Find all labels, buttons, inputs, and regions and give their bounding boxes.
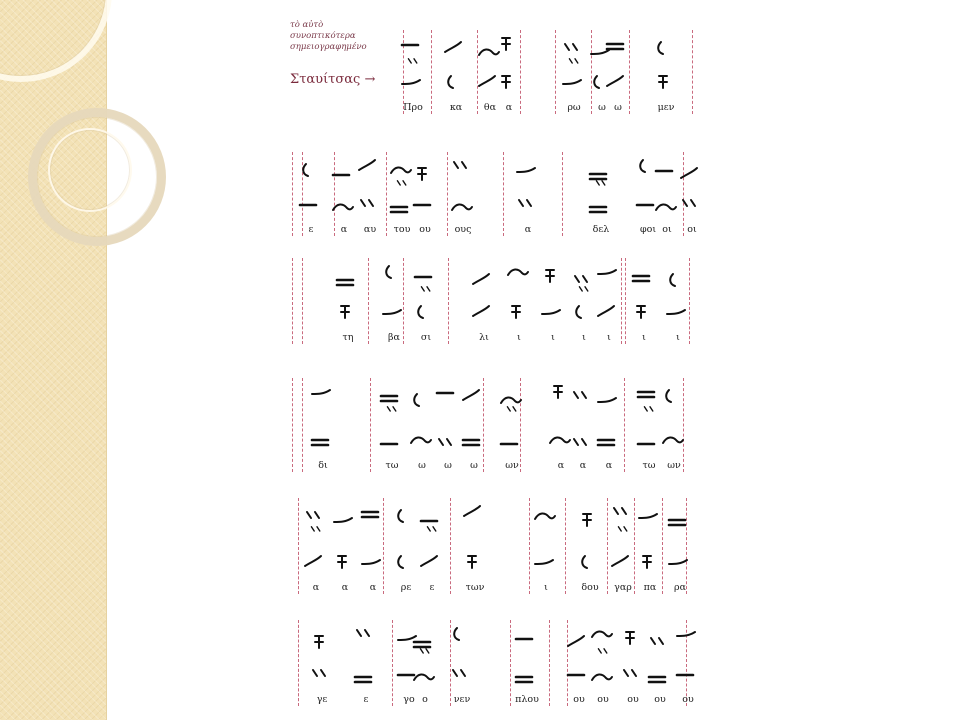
bar-divider (555, 30, 556, 114)
neume-dbl-icon (312, 432, 334, 450)
lyric-syllable: ο (422, 694, 428, 705)
neume-apostr-icon (655, 40, 677, 58)
neume-oligon-icon (334, 512, 356, 530)
bar-divider (503, 152, 504, 236)
neume-dbl-icon (391, 199, 413, 217)
bar-divider (431, 30, 432, 114)
score-system (278, 378, 708, 478)
bar-divider (621, 258, 622, 344)
neume-kentima-icon (452, 158, 474, 176)
lyric-syllable: α (341, 582, 349, 593)
lyric-syllable: ι (517, 332, 521, 343)
neume-kentima-icon (572, 435, 594, 453)
bar-divider (567, 620, 568, 706)
neume-oligon-icon (542, 304, 564, 322)
neume-oligon-icon (667, 304, 689, 322)
neume-oligon-icon (362, 554, 384, 572)
bar-divider (565, 498, 566, 594)
neume-kentima-icon (568, 56, 583, 69)
bar-divider (662, 498, 663, 594)
neume-oligon-icon (598, 392, 620, 410)
neume-dbl-icon (355, 669, 377, 687)
lyric-syllable: ω (444, 460, 452, 471)
bar-divider (689, 258, 690, 344)
lyric-syllable: ω (418, 460, 426, 471)
lyric-syllable: α (524, 224, 532, 235)
lyric-syllable: ε (308, 224, 314, 235)
neume-petasti-icon (592, 626, 614, 644)
neume-apostr-icon (300, 162, 322, 180)
lyric-syllable: Προ (403, 102, 423, 113)
neume-ison-icon (381, 435, 403, 453)
neume-fthora-icon (508, 304, 530, 322)
bar-divider (292, 378, 293, 472)
score-system (278, 258, 708, 350)
lyric-syllable: ου (419, 224, 431, 235)
neume-dbl-icon (362, 504, 384, 522)
bar-divider (298, 498, 299, 594)
neume-apostr-icon (663, 388, 685, 406)
lyric-syllable: α (369, 582, 377, 593)
lyric-syllable: γαρ (614, 582, 632, 593)
neume-fthora-icon (622, 630, 644, 648)
lyric-syllable: ω (598, 102, 606, 113)
neume-klasma-icon (463, 388, 485, 406)
bar-divider (448, 258, 449, 344)
neume-kentima-icon (506, 404, 521, 417)
neume-kentima-icon (355, 626, 377, 644)
neume-petasti-icon (656, 199, 678, 217)
neume-kentima-icon (578, 284, 593, 297)
neume-kentima-icon (437, 435, 459, 453)
neume-fthora-icon (655, 74, 677, 92)
neume-petasti-icon (592, 669, 614, 687)
neume-kentima-icon (426, 524, 441, 537)
lyric-syllable: πλου (515, 694, 539, 705)
neume-fthora-icon (542, 268, 564, 286)
neume-kentima-icon (681, 196, 703, 214)
neume-klasma-icon (598, 304, 620, 322)
neume-kentima-icon (612, 504, 634, 522)
neume-petasti-icon (414, 669, 436, 687)
lyric-syllable: ι (642, 332, 646, 343)
neume-apostr-icon (395, 508, 417, 526)
neume-kentima-icon (386, 404, 401, 417)
lyric-syllable: νεν (453, 694, 471, 705)
bar-divider (529, 498, 530, 594)
neume-apostr-icon (573, 304, 595, 322)
lyric-syllable: ου (682, 694, 694, 705)
neume-kentima-icon (597, 646, 612, 659)
lyric-syllable: ε (363, 694, 369, 705)
neume-ison-icon (333, 166, 355, 184)
lyric-syllable: α (579, 460, 587, 471)
lyric-syllable: ι (551, 332, 555, 343)
lyric-syllable: ου (627, 694, 639, 705)
neume-klasma-icon (305, 554, 327, 572)
lyric-syllable: δου (581, 582, 599, 593)
lyric-syllable: γο (403, 694, 415, 705)
bar-divider (368, 258, 369, 344)
bar-divider (629, 30, 630, 114)
lyric-syllable: τω (385, 460, 399, 471)
arrow-icon: → (364, 72, 376, 87)
neume-apostr-icon (451, 626, 473, 644)
lyric-syllable: σι (420, 332, 432, 343)
lyric-syllable: ρα (673, 582, 687, 593)
neume-petasti-icon (508, 264, 530, 282)
decorative-ring (0, 0, 112, 82)
lyric-syllable: κα (449, 102, 463, 113)
neume-petasti-icon (333, 199, 355, 217)
neume-dbl-icon (463, 432, 485, 450)
neume-kentima-icon (396, 178, 411, 191)
neume-klasma-icon (464, 504, 486, 522)
bar-divider (562, 152, 563, 236)
neume-oligon-icon (669, 554, 691, 572)
lyric-syllable: αυ (363, 224, 377, 235)
neume-klasma-icon (445, 40, 467, 58)
neume-apostr-icon (445, 74, 467, 92)
bar-divider (591, 30, 592, 114)
neume-petasti-icon (550, 432, 572, 450)
caption-line: τὸ αὐτὸ (290, 20, 324, 30)
neume-fthora-icon (498, 74, 520, 92)
bar-divider (386, 152, 387, 236)
neume-ison-icon (677, 666, 699, 684)
lyric-syllable: ε (429, 582, 435, 593)
neume-apostr-icon (667, 272, 689, 290)
bar-divider (634, 498, 635, 594)
lyric-syllable: τη (342, 332, 354, 343)
neume-dbl-icon (633, 268, 655, 286)
neume-fthora-icon (337, 304, 359, 322)
neume-fthora-icon (633, 304, 655, 322)
neume-fthora-icon (311, 634, 333, 652)
lyric-syllable: ρε (400, 582, 412, 593)
bar-divider (607, 498, 608, 594)
neume-oligon-icon (383, 304, 405, 322)
neume-klasma-icon (473, 272, 495, 290)
neume-fthora-icon (639, 554, 661, 572)
caption-line: συνοπτικότερα (290, 31, 356, 41)
lyric-syllable: του (393, 224, 411, 235)
neume-kentima-icon (572, 388, 594, 406)
neume-oligon-icon (312, 384, 334, 402)
neume-klasma-icon (473, 304, 495, 322)
bar-divider (510, 620, 511, 706)
neume-klasma-icon (359, 158, 381, 176)
neume-apostr-icon (383, 264, 405, 282)
neume-petasti-icon (535, 508, 557, 526)
bar-divider (549, 620, 550, 706)
bar-divider (292, 258, 293, 344)
neume-dbl-icon (638, 384, 660, 402)
neume-kentima-icon (310, 524, 325, 537)
neume-petasti-icon (452, 199, 474, 217)
neume-oligon-icon (677, 626, 699, 644)
neume-ison-icon (516, 630, 538, 648)
neume-oligon-icon (563, 74, 585, 92)
score-system (278, 152, 708, 242)
lyric-syllable: πα (643, 582, 657, 593)
neume-oligon-icon (402, 74, 424, 92)
lyric-syllable: α (557, 460, 565, 471)
bar-divider (683, 152, 684, 236)
neume-kentima-icon (595, 178, 610, 191)
lyric-syllable: ω (470, 460, 478, 471)
neume-ison-icon (437, 384, 459, 402)
neume-klasma-icon (607, 74, 629, 92)
score-system (278, 620, 708, 712)
bar-divider (292, 152, 293, 236)
neume-oligon-icon (535, 554, 557, 572)
bar-divider (450, 498, 451, 594)
bar-divider (624, 378, 625, 472)
neume-dbl-icon (669, 512, 691, 530)
lyric-syllable: γε (316, 694, 328, 705)
neume-apostr-icon (395, 554, 417, 572)
bar-divider (447, 152, 448, 236)
neume-dbl-icon (590, 199, 612, 217)
bar-divider (520, 30, 521, 114)
lyric-syllable: δελ (592, 224, 610, 235)
bar-divider (692, 30, 693, 114)
neume-kentima-icon (643, 404, 658, 417)
bar-divider (302, 378, 303, 472)
decorative-side-panel (0, 0, 107, 720)
neume-fthora-icon (498, 36, 520, 54)
neume-dbl-icon (337, 272, 359, 290)
lyric-syllable: φοι (639, 224, 657, 235)
neume-oligon-icon (598, 264, 620, 282)
lyric-syllable: των (465, 582, 485, 593)
bar-divider (302, 258, 303, 344)
bar-divider (625, 258, 626, 344)
lyric-syllable: ι (676, 332, 680, 343)
lyric-syllable: ου (573, 694, 585, 705)
neume-kentima-icon (622, 666, 644, 684)
lyric-syllable: ι (582, 332, 586, 343)
neume-apostr-icon (579, 554, 601, 572)
neume-kentima-icon (311, 666, 333, 684)
decorative-ring (48, 128, 132, 212)
neume-apostr-icon (415, 304, 437, 322)
lyric-syllable: θα (483, 102, 497, 113)
neume-ison-icon (656, 162, 678, 180)
lyric-syllable: ου (597, 694, 609, 705)
neume-kentima-icon (649, 634, 671, 652)
score-system (278, 30, 708, 120)
lyric-syllable: οι (662, 224, 672, 235)
neume-kentima-icon (407, 56, 422, 69)
lyric-syllable: ρω (567, 102, 581, 113)
lyric-syllable: τω (642, 460, 656, 471)
bar-divider (370, 378, 371, 472)
neume-dbl-icon (607, 36, 629, 54)
neume-apostr-icon (411, 392, 433, 410)
score-system (278, 498, 708, 600)
neume-petasti-icon (411, 432, 433, 450)
neume-dbl-icon (598, 432, 620, 450)
neume-dbl-icon (649, 669, 671, 687)
lyric-syllable: α (605, 460, 613, 471)
lyric-syllable: δι (318, 460, 328, 471)
neume-dbl-icon (516, 669, 538, 687)
neume-oligon-icon (639, 508, 661, 526)
bar-divider (392, 620, 393, 706)
bar-divider (334, 152, 335, 236)
neume-klasma-icon (421, 554, 443, 572)
lyric-syllable: ω (614, 102, 622, 113)
neume-fthora-icon (550, 384, 572, 402)
lyric-syllable: λι (479, 332, 489, 343)
neume-petasti-icon (663, 432, 685, 450)
neume-ison-icon (568, 666, 590, 684)
neume-fthora-icon (414, 166, 436, 184)
lyric-syllable: ων (667, 460, 681, 471)
neume-fthora-icon (464, 554, 486, 572)
bar-divider (477, 30, 478, 114)
lyric-syllable: ι (544, 582, 548, 593)
neume-ison-icon (501, 435, 523, 453)
neume-kentima-icon (420, 284, 435, 297)
neume-oligon-icon (517, 162, 539, 180)
neume-klasma-icon (612, 554, 634, 572)
bar-divider (298, 620, 299, 706)
lyric-syllable: ου (654, 694, 666, 705)
neume-fthora-icon (334, 554, 356, 572)
composer-name: Σταυίτσας (290, 72, 361, 87)
neume-kentima-icon (451, 666, 473, 684)
neume-kentima-icon (359, 196, 381, 214)
neume-klasma-icon (568, 634, 590, 652)
caption-line: σημειογραφημένο (290, 42, 367, 52)
lyric-syllable: ους (454, 224, 472, 235)
lyric-syllable: α (505, 102, 513, 113)
neume-fthora-icon (579, 512, 601, 530)
lyric-syllable: βα (388, 332, 400, 343)
neume-kentima-icon (517, 196, 539, 214)
lyric-syllable: οι (687, 224, 697, 235)
neume-ison-icon (402, 36, 424, 54)
neume-ison-icon (300, 196, 322, 214)
neume-ison-icon (414, 196, 436, 214)
lyric-syllable: μεν (657, 102, 675, 113)
neume-klasma-icon (681, 166, 703, 184)
lyric-syllable: α (312, 582, 320, 593)
lyric-syllable: ι (607, 332, 611, 343)
lyric-syllable: α (340, 224, 348, 235)
neume-ison-icon (638, 435, 660, 453)
music-score (278, 20, 708, 710)
neume-kentima-icon (617, 524, 632, 537)
lyric-syllable: ων (505, 460, 519, 471)
neume-kentima-icon (419, 646, 434, 659)
